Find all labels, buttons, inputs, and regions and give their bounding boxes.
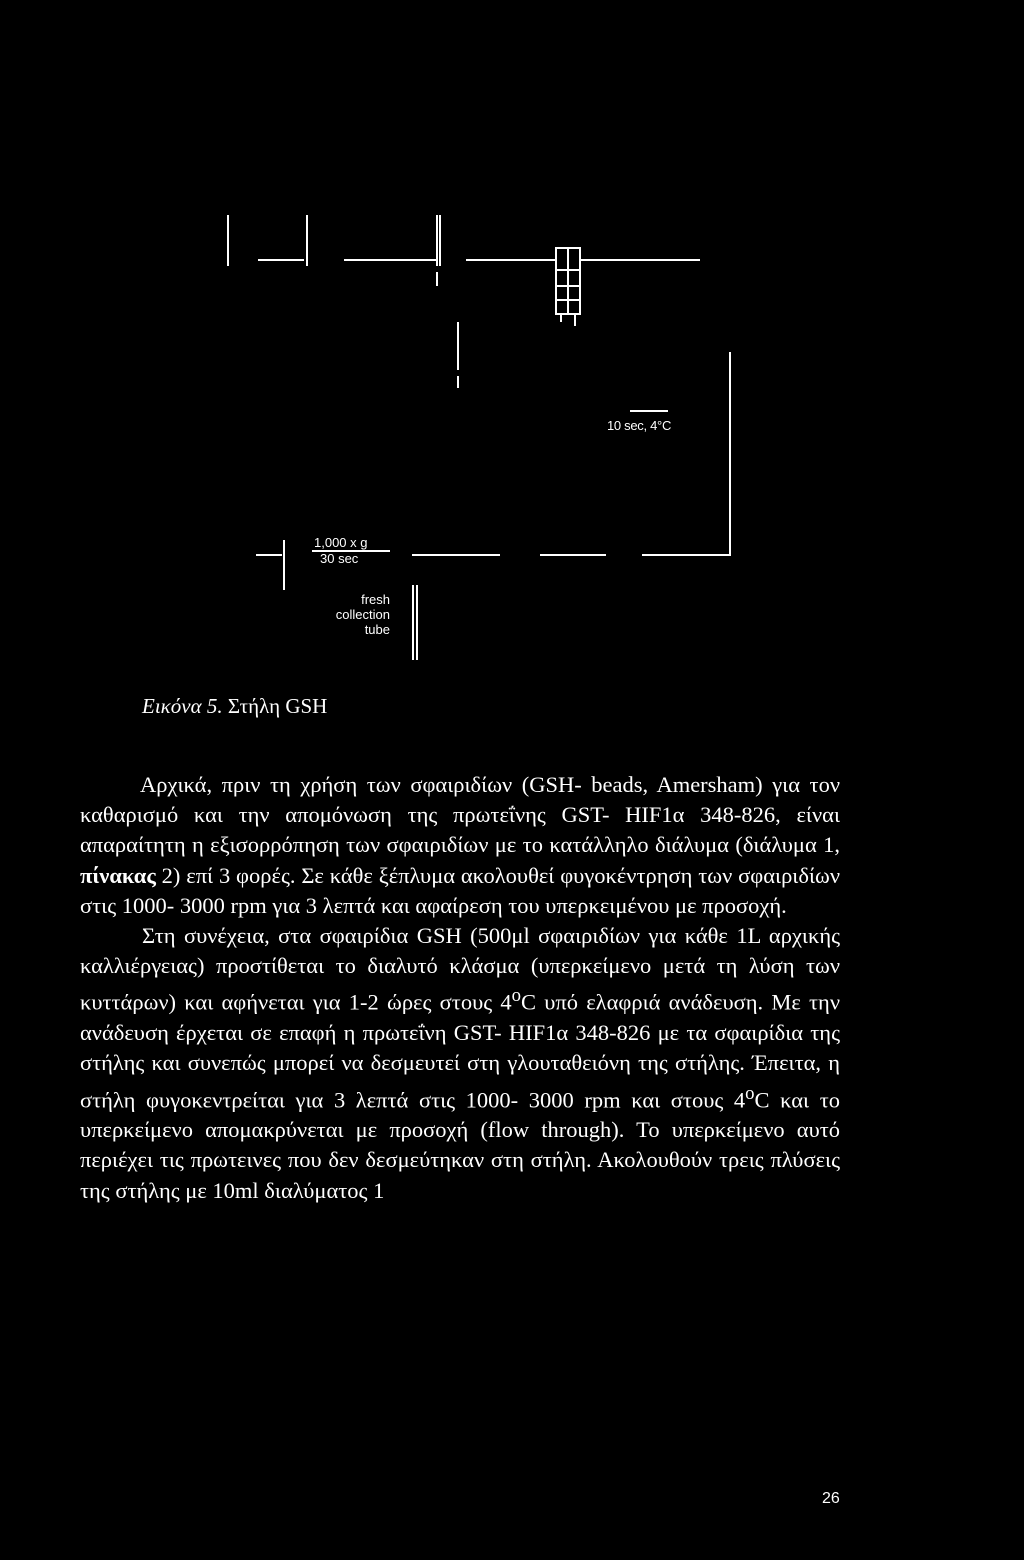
figure-caption: [142, 694, 327, 719]
body-text: [80, 770, 840, 1206]
paragraph-2-sup-1: o: [511, 985, 521, 1007]
paragraph-1-text-b: 2) επί 3 φορές. Σε κάθε ξέπλυμα ακολουθεί φυγοκέντρηση των σφαιριδίων στις 1000- 3000 rpm για 3 λεπτά και αφαίρεση του υπερκειμένου με προσοχή.: [80, 862, 840, 918]
tube-label-line3: tube: [364, 622, 390, 637]
paragraph-1-bold: πίνακας: [80, 862, 156, 888]
gsh-column-figure: [0, 0, 1024, 680]
paragraph-2-sup-2: o: [745, 1082, 755, 1104]
speed-value: 1,000 x g: [314, 535, 368, 550]
paragraph-2-text-b: C υπό ελαφριά ανάδευση. Με την ανάδευση έρχεται σε επαφή η πρωτεΐνη GST- HIF1α 348-826 με τα σφαιρίδια της στήλης και συνεπώς μπορεί να δεσμευτεί στη γλουταθειόνη της στήλης. Έπειτα, η στήλη φυγοκεντρείται για 3 λεπτά στις 1000- 3000 rpm και στους 4: [80, 989, 840, 1113]
caption-title: Στήλη GSH: [227, 694, 328, 718]
tube-label: [300, 592, 390, 637]
paragraph-1-text-a: Αρχικά, πριν τη χρήση των σφαιριδίων (GSH- beads, Amersham) για τον καθαρισμό και την απομόνωση της πρωτεΐνης GST- HIF1α 348-826, είναι απαραίτητη η εξισορρόπηση των σφαιριδίων με το κατάλληλο διάλυμα (διάλυμα 1,: [80, 772, 840, 858]
paragraph-2-text-a: Στη συνέχεια, στα σφαιρίδια GSH (500μl σφαιριδίων για κάθε 1L αρχικής καλλιέργειας) προστίθεται το διαλυτό κλάσμα (υπερκείμενο μετά τη λύση των κυττάρων) και αφήνεται για 1-2 ώρες στους 4: [80, 923, 840, 1015]
tube-label-line1: fresh: [361, 592, 390, 607]
caption-number: Εικόνα 5.: [142, 694, 223, 718]
tube-label-line2: collection: [335, 607, 390, 622]
paragraph-1: [80, 770, 840, 921]
paragraph-2: [80, 921, 840, 1206]
time-temp-label: 10 sec, 4°C: [607, 418, 672, 433]
paragraph-2-text-c: C και το υπερκείμενο απομακρύνεται με προσοχή (flow through). Το υπερκείμενο αυτό περιέχει τις πρωτεινες που δεν δεσμεύτηκαν στη στήλη. Ακολουθούν τρεις πλύσεις της στήλης με 10ml διαλύματος 1: [80, 1087, 841, 1203]
page-number: 26: [822, 1490, 840, 1507]
speed-label: [314, 535, 368, 567]
duration-value: 30 sec: [320, 551, 359, 566]
gsh-column-diagram: [0, 0, 1024, 680]
